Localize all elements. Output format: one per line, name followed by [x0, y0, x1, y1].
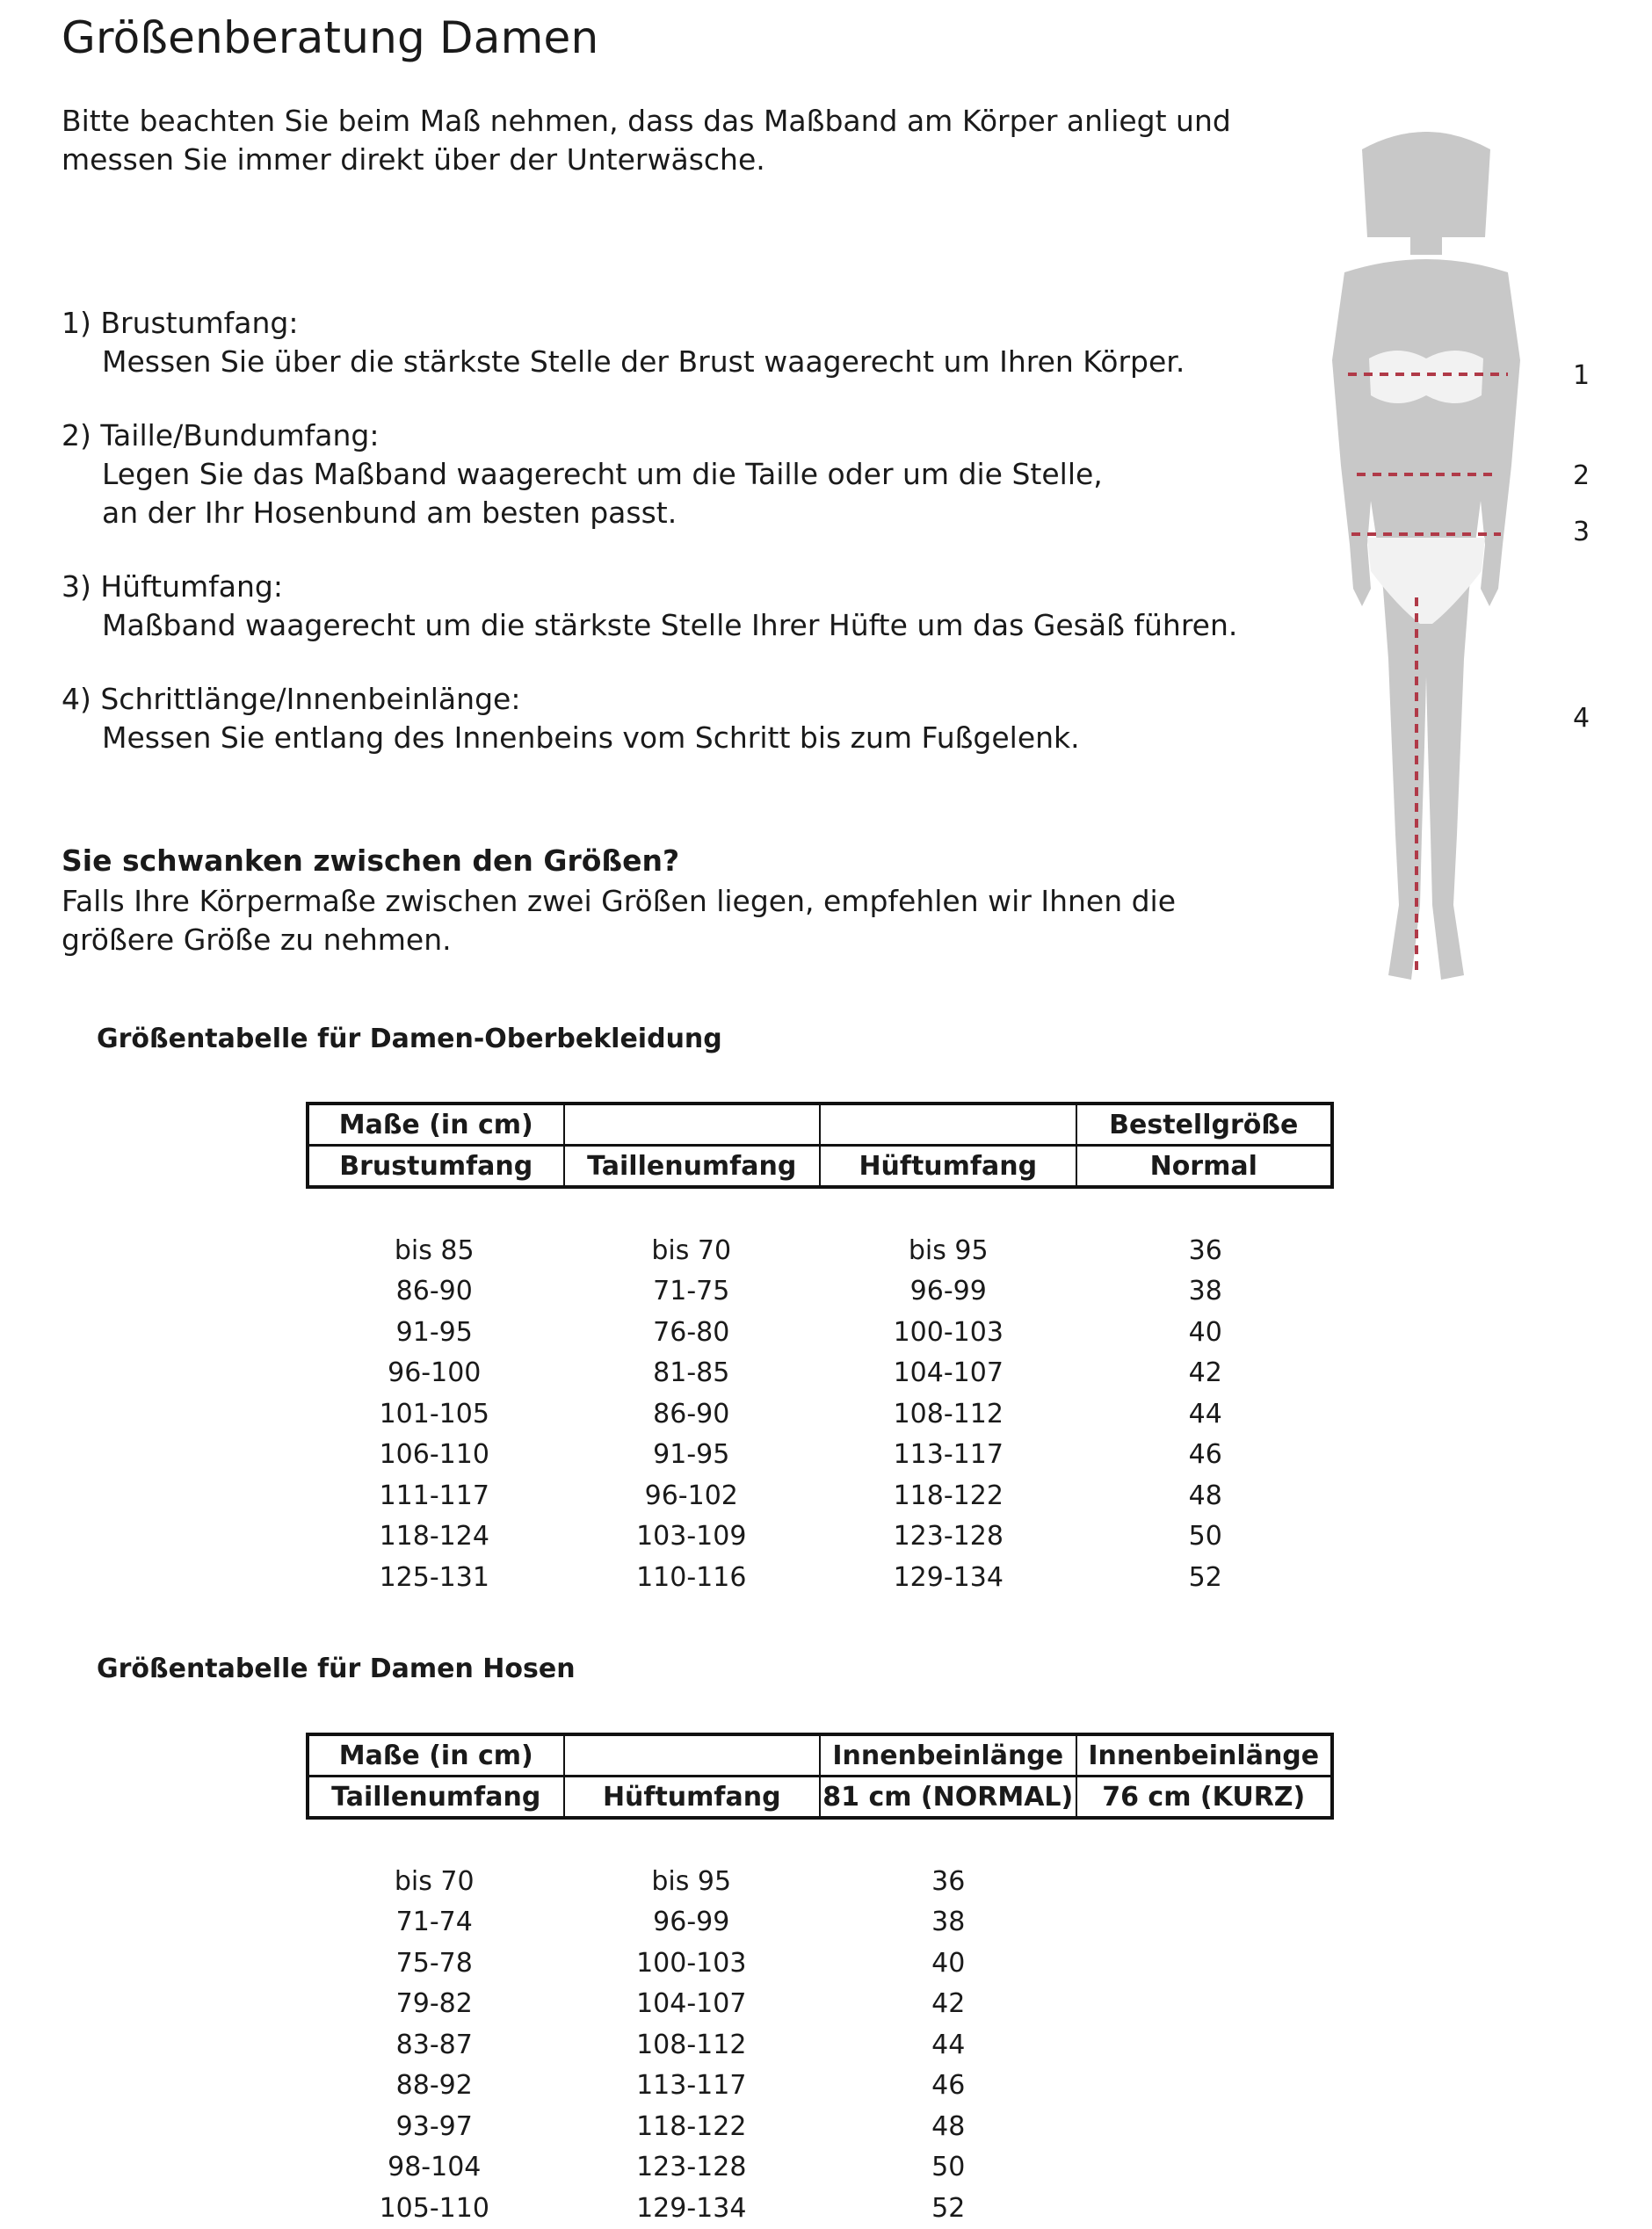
measure-heading: 1) Brustumfang: — [62, 306, 299, 340]
table-cell: 42 — [1188, 1357, 1222, 1389]
table-cell: 81-85 — [653, 1357, 730, 1389]
table-pants-header — [306, 1733, 1334, 1820]
header-cell: 76 cm (KURZ) — [1076, 1777, 1333, 1819]
header-cell: Taillenumfang — [564, 1146, 821, 1188]
table-pants-body — [306, 1861, 1334, 2229]
table-cell: 100-103 — [636, 1947, 747, 1979]
table-cell: 104-107 — [636, 1988, 747, 2020]
table-row — [306, 2106, 1334, 2147]
table-cell: 86-90 — [395, 1276, 473, 1307]
table-cell: 93-97 — [395, 2110, 473, 2142]
table-cell: 96-102 — [644, 1480, 738, 1511]
table-cell: 118-122 — [893, 1480, 1004, 1511]
table-cell: 113-117 — [636, 2070, 747, 2102]
measure-heading: 4) Schrittlänge/Innenbeinlänge: — [62, 682, 521, 716]
table-cell: 106-110 — [379, 1439, 489, 1471]
question-text — [62, 882, 1274, 959]
table-row — [306, 1230, 1334, 1271]
table-cell: 108-112 — [893, 1398, 1004, 1429]
table-cell: 76-80 — [653, 1316, 730, 1348]
header-cell: Innenbeinlänge — [820, 1734, 1076, 1777]
table-row — [306, 1902, 1334, 1943]
table-cell: 38 — [1188, 1276, 1222, 1307]
header-cell: Brustumfang — [308, 1146, 564, 1188]
table-cell: 118-122 — [636, 2110, 747, 2142]
table-cell: bis 85 — [394, 1234, 475, 1266]
table-cell: 46 — [1188, 1439, 1222, 1471]
measure-chest — [62, 304, 1274, 381]
table-cell: 52 — [1188, 1561, 1222, 1593]
header-cell: Innenbeinlänge — [1076, 1734, 1333, 1777]
table-cell: bis 70 — [394, 1865, 475, 1897]
table-cell: 113-117 — [893, 1439, 1004, 1471]
table-cell: 52 — [931, 2192, 966, 2224]
measure-heading: 3) Hüftumfang: — [62, 569, 283, 604]
table-row — [306, 1861, 1334, 1902]
measure-hip — [62, 568, 1274, 645]
table-cell: 108-112 — [636, 2029, 747, 2060]
measure-text: an der Ihr Hosenbund am besten passt. — [102, 496, 677, 530]
table-cell: 91-95 — [395, 1316, 473, 1348]
table-row — [306, 2147, 1334, 2189]
table-cell: 129-134 — [636, 2192, 747, 2224]
table-cell: 118-124 — [379, 1521, 489, 1552]
table-cell: bis 95 — [651, 1865, 732, 1897]
table-cell: 129-134 — [893, 1561, 1004, 1593]
table-cell: 79-82 — [395, 1988, 473, 2020]
table-cell: 38 — [931, 1907, 966, 1938]
table-cell: 46 — [931, 2070, 966, 2102]
table-cell: 42 — [931, 1988, 966, 2020]
intro-line: Bitte beachten Sie beim Maß nehmen, dass das Maßband am Körper anliegt und — [62, 104, 1231, 138]
table-row — [306, 2024, 1334, 2066]
measure-text: Messen Sie über die stärkste Stelle der Brust waagerecht um Ihren Körper. — [102, 344, 1185, 379]
table-cell: 40 — [1188, 1316, 1222, 1348]
intro-text — [62, 102, 1274, 179]
header-cell — [564, 1104, 821, 1146]
table-cell: 50 — [1188, 1521, 1222, 1552]
page-title: Größenberatung Damen — [62, 12, 599, 63]
figure-label-1: 1 — [1573, 360, 1590, 391]
header-cell: Hüftumfang — [820, 1146, 1076, 1188]
table-cell: 105-110 — [379, 2192, 489, 2224]
table-cell: 75-78 — [395, 1947, 473, 1979]
table-cell: 111-117 — [379, 1480, 489, 1511]
table-row — [306, 1475, 1334, 1516]
table-cell: 48 — [931, 2110, 966, 2142]
header-cell: Normal — [1076, 1146, 1333, 1188]
measure-waist — [62, 416, 1274, 532]
table-cell: 96-99 — [653, 1907, 730, 1938]
table-row — [306, 1516, 1334, 1558]
table-cell: bis 70 — [651, 1234, 732, 1266]
table-cell: 110-116 — [636, 1561, 747, 1593]
figure-label-2: 2 — [1573, 460, 1590, 491]
header-cell: 81 cm (NORMAL) — [820, 1777, 1076, 1819]
figure-label-3: 3 — [1573, 517, 1590, 547]
table-row — [306, 1435, 1334, 1476]
table-cell: 88-92 — [395, 2070, 473, 2102]
table-row — [306, 1943, 1334, 1984]
table-cell: 44 — [1188, 1398, 1222, 1429]
table-cell: 86-90 — [653, 1398, 730, 1429]
measure-inseam — [62, 680, 1274, 757]
header-cell: Bestellgröße — [1076, 1104, 1333, 1146]
table-cell: 71-75 — [653, 1276, 730, 1307]
measure-text: Messen Sie entlang des Innenbeins vom Schritt bis zum Fußgelenk. — [102, 720, 1080, 755]
table-row — [306, 1557, 1334, 1598]
table-cell: 103-109 — [636, 1521, 747, 1552]
body-silhouette-figure — [1309, 132, 1538, 1010]
figure-label-4: 4 — [1573, 703, 1590, 734]
table-row — [306, 2066, 1334, 2107]
table-row — [306, 1393, 1334, 1435]
table-cell: bis 95 — [908, 1234, 989, 1266]
question-line: Falls Ihre Körpermaße zwischen zwei Größen liegen, empfehlen wir Ihnen die — [62, 884, 1177, 918]
table-cell: 98-104 — [388, 2152, 482, 2183]
question-line: größere Größe zu nehmen. — [62, 923, 452, 957]
table-cell: 123-128 — [636, 2152, 747, 2183]
table-cell: 48 — [1188, 1480, 1222, 1511]
question-heading: Sie schwanken zwischen den Größen? — [62, 843, 680, 878]
table-cell: 91-95 — [653, 1439, 730, 1471]
table-cell: 44 — [931, 2029, 966, 2060]
header-cell: Maße (in cm) — [308, 1104, 564, 1146]
table-row — [306, 2188, 1334, 2229]
header-cell: Taillenumfang — [308, 1777, 564, 1819]
header-cell — [820, 1104, 1076, 1146]
table-cell: 104-107 — [893, 1357, 1004, 1389]
table-cell: 101-105 — [379, 1398, 489, 1429]
table-cell: 123-128 — [893, 1521, 1004, 1552]
table-row — [306, 1271, 1334, 1313]
header-cell: Hüftumfang — [564, 1777, 821, 1819]
measure-text: Maßband waagerecht um die stärkste Stelle Ihrer Hüfte um das Gesäß führen. — [102, 608, 1238, 642]
header-cell: Maße (in cm) — [308, 1734, 564, 1777]
table-cell: 36 — [1188, 1234, 1222, 1266]
table-cell: 40 — [931, 1947, 966, 1979]
table-cell: 125-131 — [379, 1561, 489, 1593]
measure-text: Legen Sie das Maßband waagerecht um die Taille oder um die Stelle, — [102, 457, 1103, 491]
table-pants-caption: Größentabelle für Damen Hosen — [97, 1654, 576, 1684]
table-row — [306, 1353, 1334, 1394]
table-top-body — [306, 1230, 1334, 1598]
table-top-caption: Größentabelle für Damen-Oberbekleidung — [97, 1024, 722, 1054]
measure-heading: 2) Taille/Bundumfang: — [62, 418, 380, 452]
table-cell: 36 — [931, 1865, 966, 1897]
table-row — [306, 1312, 1334, 1353]
table-cell: 71-74 — [395, 1907, 473, 1938]
table-cell: 96-99 — [909, 1276, 987, 1307]
table-cell: 50 — [931, 2152, 966, 2183]
table-row — [306, 1984, 1334, 2025]
table-cell: 96-100 — [388, 1357, 482, 1389]
table-cell: 100-103 — [893, 1316, 1004, 1348]
header-cell — [564, 1734, 821, 1777]
intro-line: messen Sie immer direkt über der Unterwäsche. — [62, 142, 765, 177]
table-top-header — [306, 1102, 1334, 1189]
table-cell: 83-87 — [395, 2029, 473, 2060]
